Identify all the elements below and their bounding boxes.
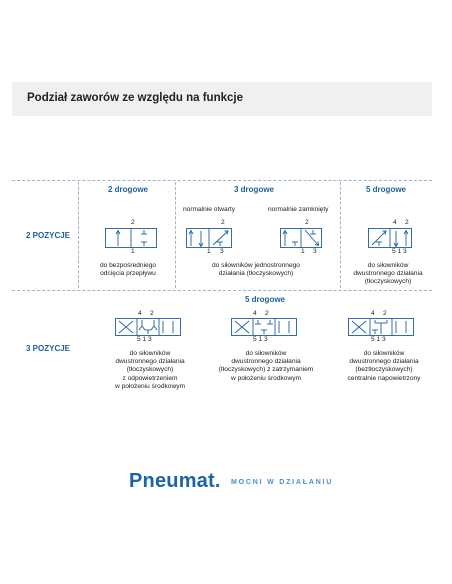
- title-bar: [12, 82, 432, 116]
- port-label: 5 1 3: [253, 336, 268, 343]
- caption-pressure-center: do siłowników dwustronnego działania (beztłoczyskowych) centralnie napowietrzony: [347, 350, 421, 382]
- port-label: 2: [405, 219, 409, 226]
- divider-col2: [175, 182, 176, 288]
- caption-closed-center: do siłowników dwustronnego działania (tłoczyskowych) z zatrzymaniem w położeniu środkowym: [218, 350, 314, 382]
- port-label: 1: [131, 248, 135, 255]
- valve-5-3-closed-center-symbol: [231, 318, 297, 336]
- divider-col3: [340, 182, 341, 288]
- label-normally-open: normalnie otwarty: [183, 206, 236, 213]
- page-title: Podział zaworów ze względu na funkcje: [27, 92, 243, 104]
- column-three-way: 3 drogowe: [234, 185, 275, 194]
- port-label: 2: [383, 310, 387, 317]
- divider-top: [12, 180, 432, 181]
- port-label: 2: [150, 310, 154, 317]
- valve-5-3-exhaust-center-symbol: [115, 318, 181, 336]
- column-two-way: 2 drogowe: [108, 185, 149, 194]
- port-label: 4: [371, 310, 375, 317]
- caption-exhaust-center: do siłowników dwustronnego działania (tłoczyskowych) z odpowietrzeniem w położeniu środkowym: [115, 350, 185, 390]
- port-label: 5 1 3: [137, 336, 152, 343]
- pneumat-logo: Pneumat.: [129, 470, 221, 492]
- port-label: 5 1 3: [371, 336, 386, 343]
- column-five-way: 5 drogowe: [366, 185, 407, 194]
- caption-direct-shutoff: do bezpośredniego odcięcia przepływu: [99, 262, 157, 278]
- port-label: 3: [220, 248, 224, 255]
- port-label: 5 1 3: [392, 248, 407, 255]
- port-label: 2: [305, 219, 309, 226]
- port-label: 4: [253, 310, 257, 317]
- row-two-positions: 2 POZYCJE: [26, 231, 71, 240]
- port-label: 2: [131, 219, 135, 226]
- port-label: 4: [393, 219, 397, 226]
- valve-5-3-pressure-center-symbol: [348, 318, 414, 336]
- port-label: 2: [221, 219, 225, 226]
- port-label: 3: [313, 248, 317, 255]
- column-five-way-row3: 5 drogowe: [245, 295, 286, 304]
- caption-double-acting: do siłowników dwustronnego działania (tłoczyskowych): [353, 262, 423, 286]
- row-three-positions: 3 POZYCJE: [26, 344, 71, 353]
- label-normally-closed: normalnie zamknięty: [268, 206, 329, 213]
- brand-slogan: MOCNI W DZIAŁANIU: [231, 479, 334, 486]
- port-label: 2: [265, 310, 269, 317]
- divider-col1: [78, 182, 79, 288]
- port-label: 4: [138, 310, 142, 317]
- valve-2-2-symbol: [105, 228, 157, 248]
- valve-5-2-symbol: [368, 228, 412, 248]
- port-label: 1: [301, 248, 305, 255]
- caption-single-acting: do siłowników jednostronnego działania (tłoczyskowych): [212, 262, 300, 278]
- divider-middle: [12, 290, 432, 291]
- port-label: 1: [207, 248, 211, 255]
- valve-3-2-normally-open-symbol: [186, 228, 232, 248]
- valve-3-2-normally-closed-symbol: [280, 228, 322, 248]
